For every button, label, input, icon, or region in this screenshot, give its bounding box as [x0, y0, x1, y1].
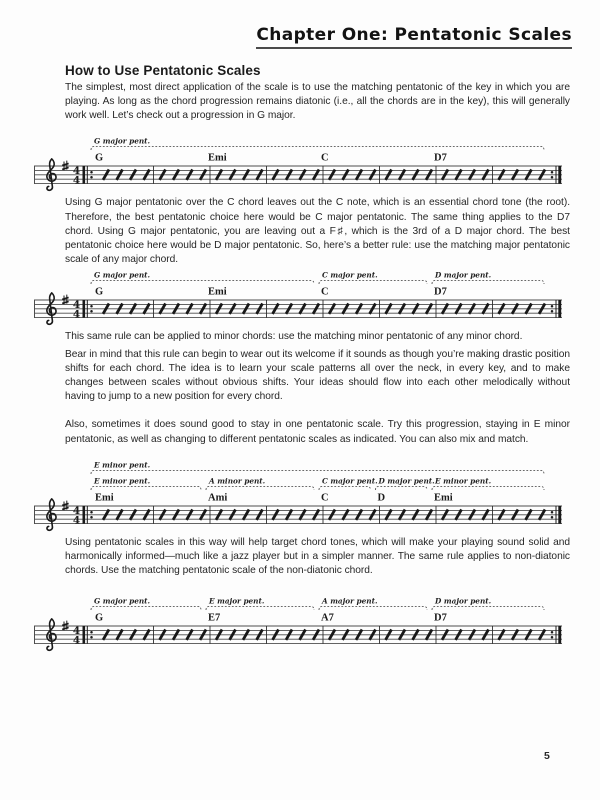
scale-bracket [91, 486, 201, 490]
chord-symbol: D7 [434, 286, 447, 298]
scale-bracket [91, 470, 544, 474]
staff-lines [34, 626, 562, 644]
scale-bracket-label: D major pent. [378, 476, 435, 486]
svg-text:4: 4 [72, 514, 81, 527]
chord-symbol: Emi [95, 492, 114, 504]
svg-text:4: 4 [72, 505, 81, 518]
scale-bracket [432, 486, 544, 490]
chord-symbols [95, 492, 453, 503]
scale-bracket [206, 486, 314, 490]
paragraph-intro: The simplest, most direct application of the scale is to use the matching pentatonic of the key in which you are playing. As long as the chord progression remains diatonic (i.e., all the chords are in the key), this will generally work well. Let’s check out a progression in G major. [65, 81, 570, 122]
time-signature [73, 625, 80, 646]
scale-bracket-label: E minor pent. [94, 476, 151, 486]
section-heading: How to Use Pentatonic Scales [65, 62, 261, 78]
scale-bracket-label: G major pent. [94, 137, 151, 147]
scale-bracket [91, 606, 201, 610]
scale-bracket-row [91, 596, 544, 609]
scale-bracket-label: A major pent. [322, 596, 378, 606]
sharp-icon [62, 295, 68, 305]
music-staff-3 [30, 459, 565, 533]
svg-text:4: 4 [72, 633, 81, 646]
scale-bracket-label: A minor pent. [209, 476, 266, 486]
svg-text:4: 4 [72, 174, 81, 187]
scale-bracket [319, 606, 427, 610]
scale-bracket-row [91, 477, 544, 490]
time-signature [73, 166, 80, 187]
page-content [0, 63, 600, 653]
scale-bracket-label: C major pent. [322, 476, 378, 486]
paragraph-bear-in-mind: Bear in mind that this rule can begin to wear out its welcome if it sounds as though you’re making drastic position shifts for each chord. The idea is to learn your scale patterns all over the neck, in every key, and to make changes between scales without obvious shifts. Your ideas should flow into each other melodically without having to jump to a new position for every chord. [65, 348, 570, 403]
scale-bracket-label: G major pent. [94, 596, 151, 606]
chord-symbol: A7 [321, 612, 334, 623]
sharp-icon [62, 500, 68, 510]
paragraph-stay-in-one: Also, sometimes it does sound good to stay in one pentatonic scale. Try this progression, staying in E minor pentatonic, as well as changing to different pentatonic scales as indicated. You can also mix and match. [65, 419, 570, 445]
sharp-icon [62, 620, 68, 630]
music-staff-1 [30, 135, 565, 193]
scale-bracket-row [91, 137, 544, 150]
scale-bracket-label: E minor pent. [94, 460, 151, 470]
scale-bracket-row [91, 461, 544, 474]
chord-symbol: G [95, 152, 104, 164]
staff-lines [34, 506, 562, 527]
scale-bracket-label: G major pent. [94, 271, 151, 281]
svg-text:4: 4 [72, 308, 81, 321]
music-staff-4 [30, 595, 565, 653]
paragraph-better-rule: Using G major pentatonic over the C chord leaves out the C note, which is an essential chord tone (the root). Therefore, the best pentatonic choice here would be C major pentatonic. The same thing applies to the D7 chord. Using G major pentatonic, you are leaving out a F♯, which is the 3rd of a D major chord. The best pentatonic choice here would be D major pentatonic. So, here’s a better rule: use the matching major pentatonic scale of any major chord. [65, 197, 570, 266]
scale-bracket-label: C major pent. [322, 271, 378, 281]
svg-text:4: 4 [72, 624, 81, 637]
chord-symbol: G [95, 286, 104, 298]
scale-bracket-label: D major pent. [435, 596, 492, 606]
music-staff-2 [30, 269, 565, 327]
chord-symbol: Ami [208, 492, 228, 504]
chapter-header [0, 0, 600, 49]
scale-bracket-row [91, 271, 544, 284]
chord-symbols [95, 612, 447, 623]
scale-bracket [432, 606, 544, 610]
page-number: 5 [544, 750, 550, 762]
chord-symbol: G [95, 612, 104, 623]
chord-symbol: Emi [434, 492, 453, 504]
scale-bracket [376, 486, 428, 490]
chord-symbols [95, 153, 447, 164]
chord-symbol: Emi [208, 152, 227, 164]
scale-bracket-label: E minor pent. [435, 476, 492, 486]
staff-lines [34, 300, 562, 318]
chord-symbol: C [321, 152, 329, 164]
chord-symbol: D7 [434, 152, 447, 164]
time-signature [73, 300, 80, 321]
chord-symbols [95, 287, 447, 298]
scale-bracket [432, 281, 544, 285]
chord-symbol: C [321, 286, 329, 298]
time-signature [73, 505, 80, 526]
chord-symbol: E7 [208, 612, 221, 623]
chord-symbol: D7 [434, 612, 447, 623]
svg-text:4: 4 [72, 299, 81, 312]
paragraph-minor-rule: This same rule can be applied to minor chords: use the matching minor pentatonic of any minor chord. [65, 331, 523, 343]
scale-bracket [319, 486, 371, 490]
scale-bracket [206, 606, 314, 610]
chapter-title: Chapter One: Pentatonic Scales [256, 27, 572, 49]
staff-lines [34, 166, 562, 184]
chord-symbol: D [377, 492, 386, 504]
svg-text:4: 4 [72, 165, 81, 178]
chord-symbol: C [321, 492, 329, 504]
scale-bracket-label: D major pent. [435, 271, 492, 281]
scale-bracket [91, 147, 544, 151]
scale-bracket-label: E major pent. [209, 596, 265, 606]
paragraph-target-chord-tones: Using pentatonic scales in this way will help target chord tones, which will make your playing sound solid and harmonically informed—much like a jazz player but in a simpler manner. The same rule applies to non-diatonic chords. Use the matching pentatonic scale of the non-diatonic chord. [65, 536, 570, 577]
chord-symbol: Emi [208, 286, 227, 298]
scale-bracket [319, 281, 427, 285]
scale-bracket [91, 281, 314, 285]
